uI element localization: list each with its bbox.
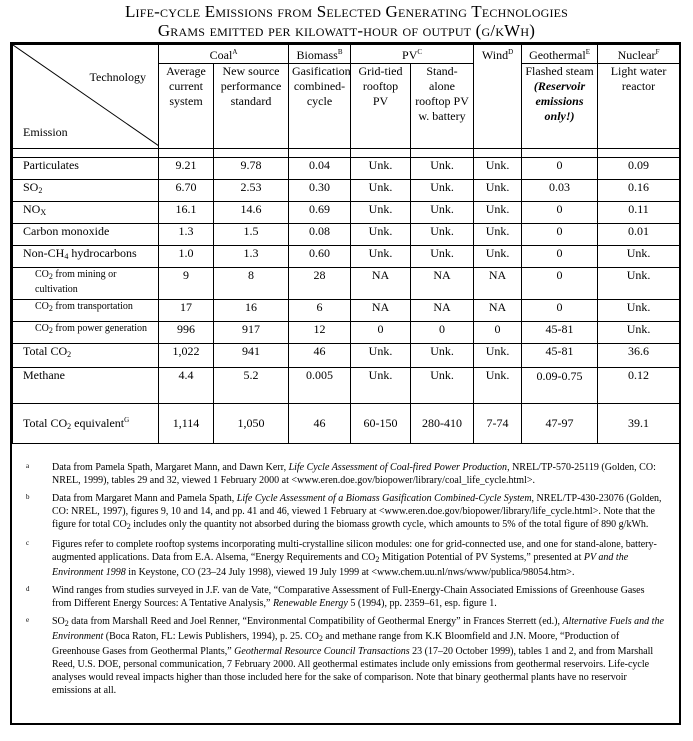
table-cell: Unk. — [351, 246, 411, 268]
table-cell: 0 — [522, 158, 598, 180]
table-cell: 0 — [474, 322, 522, 344]
title-line-2: Grams emitted per kilowatt-hour of output (g/kWh) — [157, 21, 536, 40]
table-cell: 2.53 — [214, 180, 289, 202]
technology-label: Technology — [89, 70, 146, 84]
footnote-d: d Wind ranges from studies surveyed in J.F. van de Vate, “Comparative Assessment of Full-Energy-Chain Associated Emissions of Greenhouse Gases from Different Energy Sources: A Tentative Analysis,” Renewable Energy 5 (1994), pp. 2359–61, esp. figure 1. — [26, 585, 645, 609]
table-cell: 16 — [214, 300, 289, 322]
table-cell: 9.21 — [159, 158, 214, 180]
table-cell: 0.09 — [598, 158, 680, 180]
sub-nuclear-lwr: Light water reactor — [598, 64, 680, 149]
table-cell: 0 — [351, 322, 411, 344]
table-cell: 0.005 — [289, 368, 351, 404]
table-cell: 0 — [522, 224, 598, 246]
table-cell: Unk. — [351, 202, 411, 224]
footnote-c: c Figures refer to complete rooftop systems incorporating multi-crystalline silicon modules: one for grid-connected use, and one for stand-alone, battery-augmented applications. Data from E.A. Alsema, “Energy Requirements and $CO_2$ Mitigation Potential of PV Systems,” presented at PV and the Environment 1998 in Keystone, CO (23–24 July 1998), viewed 19 July 1999 at <www.chem.uu.nl/nws/www/publica/98054.htm>. — [26, 539, 657, 578]
table-cell: 0.30 — [289, 180, 351, 202]
sub-coal-average: Average current system — [159, 64, 214, 149]
table-cell: 0.12 — [598, 368, 680, 404]
table-cell: 0.09-0.75 — [522, 368, 598, 404]
footnote-b: b Data from Margaret Mann and Pamela Spath, Life Cycle Assessment of a Biomass Gasification Combined-Cycle System, NREL/TP-430-23076 (Golden, CO: NREL, 1997), figures 9, 10 and 14, and pp. 41 and 46, viewed 1 February at <www.eren.doe.gov/biopower/library/life_cycle.html>. Note that the figure for total $CO_2$ includes only the quantity not absorbed during the biomass growth cycle, which amounts to 5% of the total figure of 890 g/kWh. — [26, 493, 662, 531]
table-cell: Unk. — [411, 158, 474, 180]
sub-biomass-gcc: Gasification combined-cycle — [289, 64, 351, 149]
table-cell: 0.08 — [289, 224, 351, 246]
table-cell: NA — [351, 268, 411, 300]
table-cell: 5.2 — [214, 368, 289, 404]
table-row — [13, 404, 680, 444]
table-cell: Unk. — [474, 368, 522, 404]
table-cell: Unk. — [598, 322, 680, 344]
table-cell: 0 — [522, 246, 598, 268]
table-cell: NA — [411, 300, 474, 322]
row-label: $CO_2$ from mining or cultivation — [13, 268, 159, 300]
row-label: $NO_X$ — [13, 202, 159, 224]
table-cell: 45-81 — [522, 344, 598, 368]
table-cell: 16.1 — [159, 202, 214, 224]
table-cell: 6 — [289, 300, 351, 322]
table-cell: Unk. — [351, 368, 411, 404]
footnotes — [26, 461, 666, 702]
table-cell: NA — [411, 268, 474, 300]
table-cell: 1,022 — [159, 344, 214, 368]
table-cell: Unk. — [411, 368, 474, 404]
table-cell: 0 — [411, 322, 474, 344]
table-cell: 12 — [289, 322, 351, 344]
table-row — [13, 180, 680, 202]
table-cell: 45-81 — [522, 322, 598, 344]
table-cell: 0.69 — [289, 202, 351, 224]
title-line-1: Life-cycle Emissions from Selected Generating Technologies — [124, 2, 569, 21]
group-coal: Coal$^A$ — [159, 45, 289, 64]
table-cell: 39.1 — [598, 404, 680, 444]
table-cell: NA — [351, 300, 411, 322]
table-cell: 1.3 — [159, 224, 214, 246]
footnote-e: e $SO_2$ data from Marshall Reed and Joel Renner, “Environmental Compatibility of Geothermal Energy” in Frances Sterrett (ed.), Alternative Fuels and the Environment (Boca Raton, FL: Lewis Publishers, 1994), p. 25. $CO_2$ and methane range from K.K Bloomfield and J.N. Moore, “Production of Greenhouse Gases from Geothermal Plants,” Geothermal Resource Council Transactions 23 (17–20 October 1999), tables 1 and 2, and from Marshall Reed, U.S. DOE, personal communication, 7 February 2000. All geothermal estimates include only emissions from geothermal reservoirs. Life-cycle analyses would reveal impacts higher than those included here for the sake of comparison. Note that binary geothermal plants have no reservoir emissions at all. — [26, 616, 664, 696]
row-label: Methane — [13, 368, 159, 404]
group-pv: $PV^C$ — [351, 45, 474, 64]
row-label: Total $CO_2$ — [13, 344, 159, 368]
table-cell: 9 — [159, 268, 214, 300]
table-cell: 917 — [214, 322, 289, 344]
table-cell: 46 — [289, 404, 351, 444]
table-cell: Unk. — [474, 344, 522, 368]
table-cell: Unk. — [411, 224, 474, 246]
sub-pv-standalone: Stand-alone rooftop PV w. battery — [411, 64, 474, 149]
table-cell: 0.11 — [598, 202, 680, 224]
row-label: $SO_2$ — [13, 180, 159, 202]
table-cell: Unk. — [474, 158, 522, 180]
table-row — [13, 268, 680, 300]
table-cell: Unk. — [598, 268, 680, 300]
table-cell: 1,050 — [214, 404, 289, 444]
table-cell: Unk. — [474, 180, 522, 202]
table-cell: 0.04 — [289, 158, 351, 180]
table-cell: 28 — [289, 268, 351, 300]
group-wind: Wind$^D$ — [474, 45, 522, 149]
row-label: $CO_2$ from power generation — [13, 322, 159, 344]
table-cell: NA — [474, 300, 522, 322]
table-cell: 1,114 — [159, 404, 214, 444]
sub-coal-nsps: New source performance standard — [214, 64, 289, 149]
table-cell: 1.5 — [214, 224, 289, 246]
table-cell: 0.03 — [522, 180, 598, 202]
table-row — [13, 344, 680, 368]
header-corner-cell — [13, 45, 159, 149]
table-cell: 996 — [159, 322, 214, 344]
table-cell: 0 — [522, 300, 598, 322]
row-label: Total $CO_2$ equivalent$^G$ — [13, 404, 159, 444]
table-cell: Unk. — [351, 344, 411, 368]
table-cell: 0.16 — [598, 180, 680, 202]
emissions-table — [12, 44, 680, 444]
table-cell: 941 — [214, 344, 289, 368]
table-cell: 0.01 — [598, 224, 680, 246]
table-cell: 280-410 — [411, 404, 474, 444]
table-cell: 0 — [522, 202, 598, 224]
table-row — [13, 246, 680, 268]
table-cell: Unk. — [411, 246, 474, 268]
table-cell: Unk. — [351, 180, 411, 202]
header-group-row — [13, 45, 680, 64]
table-cell: 7-74 — [474, 404, 522, 444]
table-cell: 4.4 — [159, 368, 214, 404]
table-cell: Unk. — [411, 344, 474, 368]
table-cell: 14.6 — [214, 202, 289, 224]
table-cell: Unk. — [598, 246, 680, 268]
row-label: Particulates — [13, 158, 159, 180]
table-cell: Unk. — [598, 300, 680, 322]
table-cell: NA — [474, 268, 522, 300]
row-label: $CO_2$ from transportation — [13, 300, 159, 322]
group-nuclear: Nuclear$^F$ — [598, 45, 680, 64]
table-row — [13, 158, 680, 180]
table-cell: 60-150 — [351, 404, 411, 444]
table-cell: 9.78 — [214, 158, 289, 180]
table-row — [13, 322, 680, 344]
footnote-a: a Data from Pamela Spath, Margaret Mann, and Dawn Kerr, Life Cycle Assessment of Coal-fired Power Production, NREL/TP-570-25119 (Golden, CO: NREL, 1999), tables 29 and 32, viewed 1 February 2000 at <www.eren.doe.gov/biopower/library/coal_life_cycle.html>. — [26, 462, 656, 486]
group-biomass: Biomass$^B$ — [289, 45, 351, 64]
table-cell: Unk. — [351, 158, 411, 180]
table-row — [13, 224, 680, 246]
table-cell: 36.6 — [598, 344, 680, 368]
table-cell: Unk. — [474, 202, 522, 224]
table-cell: Unk. — [411, 180, 474, 202]
table-cell: Unk. — [474, 246, 522, 268]
table-cell: Unk. — [474, 224, 522, 246]
geothermal-note: (Reservoir emissions only!) — [533, 79, 586, 123]
table-cell: 1.0 — [159, 246, 214, 268]
table-cell: 0.60 — [289, 246, 351, 268]
table-row — [13, 202, 680, 224]
table-cell: 46 — [289, 344, 351, 368]
spacer-row — [13, 149, 680, 158]
table-row — [13, 300, 680, 322]
sub-pv-grid: Grid-tied rooftop PV — [351, 64, 411, 149]
emission-label: Emission — [23, 125, 68, 139]
table-cell: Unk. — [351, 224, 411, 246]
row-label: Carbon monoxide — [13, 224, 159, 246]
table-cell: 47-97 — [522, 404, 598, 444]
table-cell: 6.70 — [159, 180, 214, 202]
row-label: Non-$CH_4$ hydrocarbons — [13, 246, 159, 268]
sub-geothermal-flashed: Flashed steam (Reservoir emissions only!) — [522, 64, 598, 149]
table-row — [13, 368, 680, 404]
table-cell: 8 — [214, 268, 289, 300]
table-cell: Unk. — [411, 202, 474, 224]
group-geothermal: Geothermal$^E$ — [522, 45, 598, 64]
table-cell: 1.3 — [214, 246, 289, 268]
table-cell: 17 — [159, 300, 214, 322]
table-cell: 0 — [522, 268, 598, 300]
